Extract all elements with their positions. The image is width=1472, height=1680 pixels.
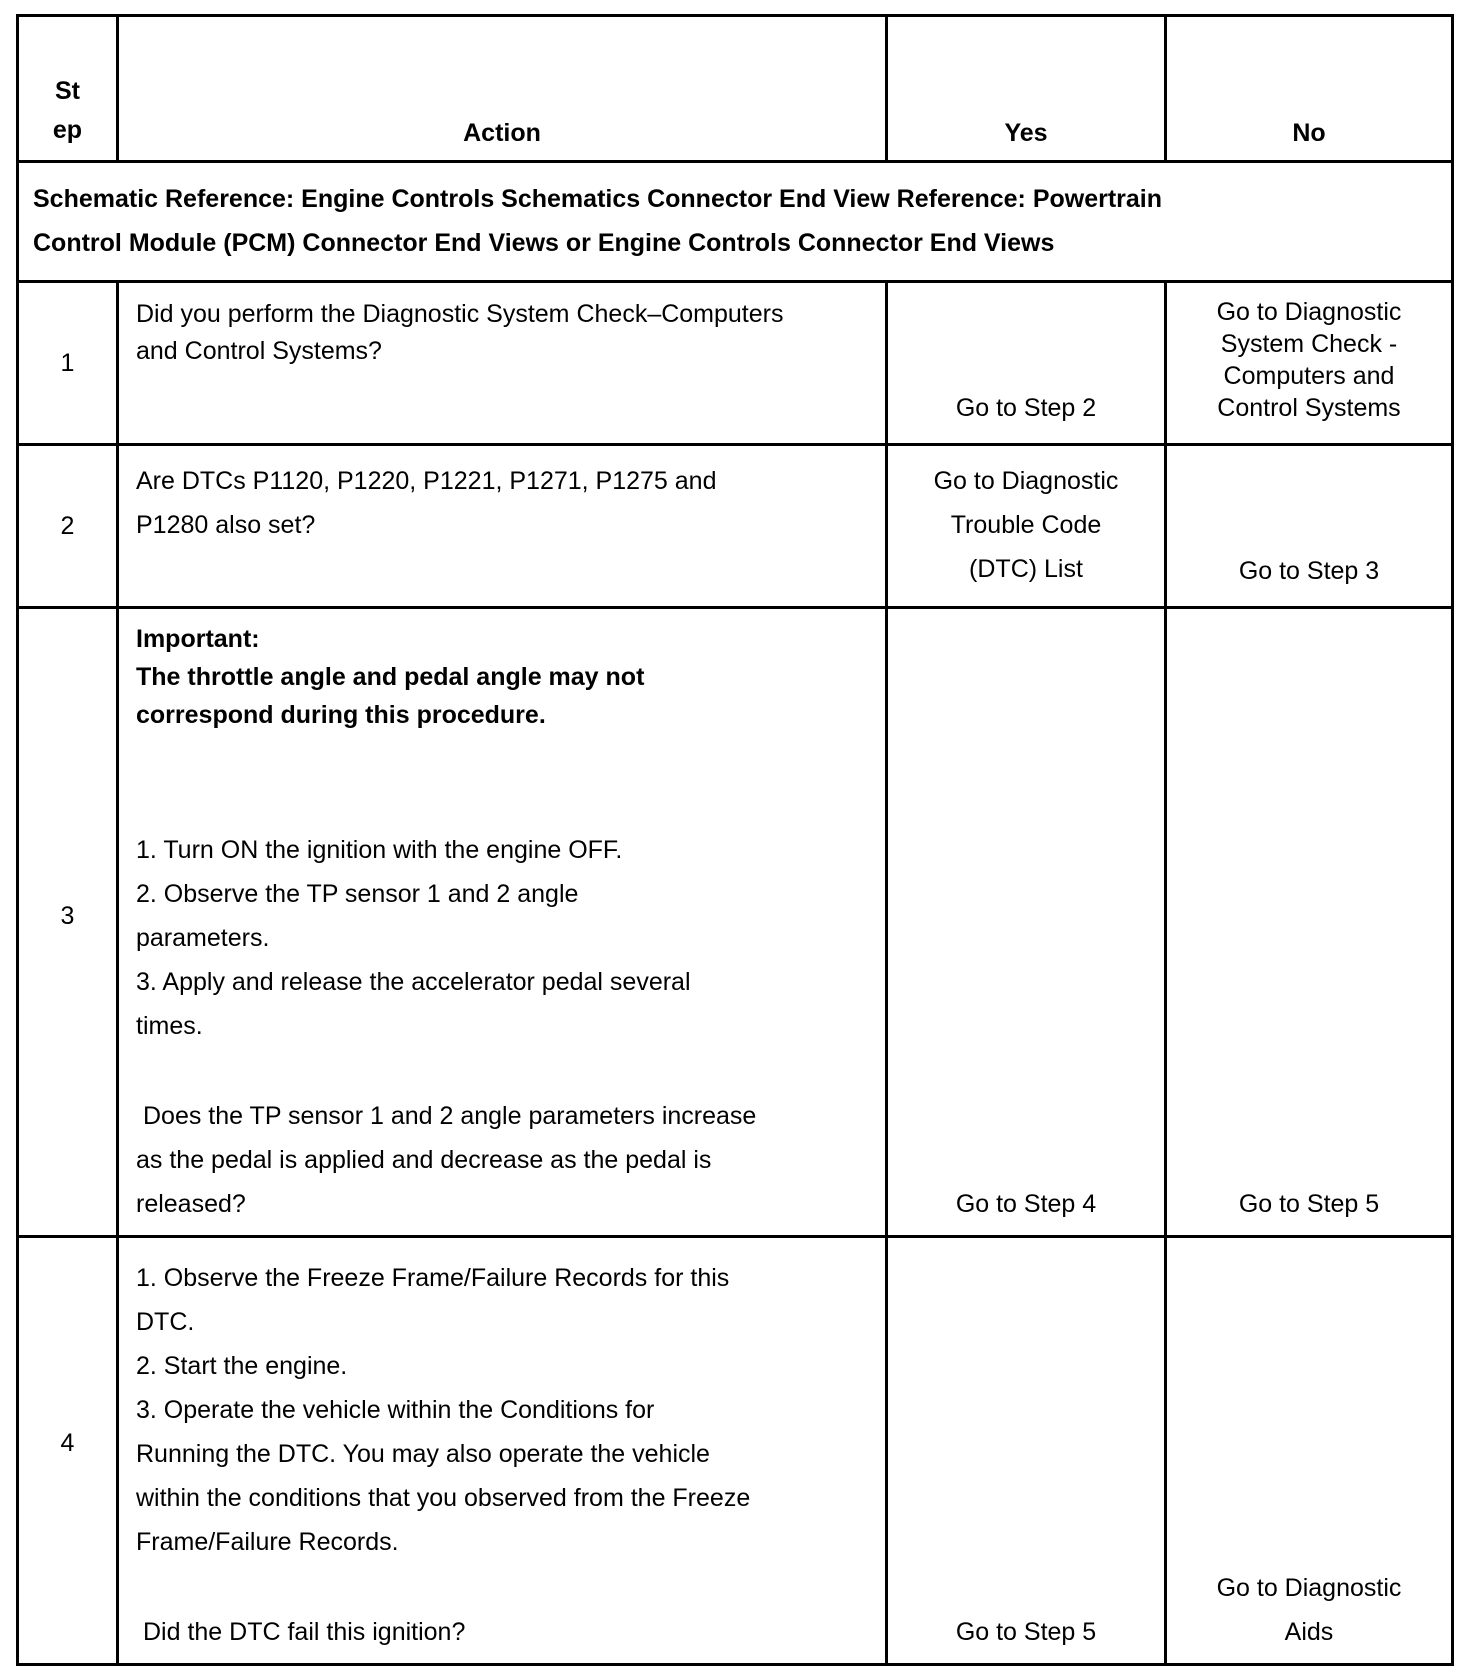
col-divider-yes <box>1164 280 1167 1666</box>
row4-item1-line2: DTC. <box>136 1308 195 1336</box>
header-yes: Yes <box>1004 119 1048 147</box>
row4-item3-line1: 3. Operate the vehicle within the Conditions for <box>136 1396 655 1424</box>
header-no: No <box>1292 119 1326 147</box>
row1-yes: Go to Step 2 <box>955 394 1097 422</box>
row2-action-line2: P1280 also set? <box>136 511 316 539</box>
row4-item2: 2. Start the engine. <box>136 1352 348 1380</box>
row2-yes-line3: (DTC) List <box>969 555 1083 583</box>
table-border-right <box>1451 14 1454 1666</box>
row4-no-line1: Go to Diagnostic <box>1216 1574 1402 1602</box>
row2-no: Go to Step 3 <box>1238 557 1380 585</box>
row1-no-line4: Control Systems <box>1217 394 1401 422</box>
reference-divider <box>16 280 1454 283</box>
row2-divider <box>16 606 1454 609</box>
row2-step: 2 <box>60 512 75 540</box>
header-step <box>19 72 116 150</box>
row3-important-label: Important: <box>136 625 260 653</box>
row3-item2-line2: parameters. <box>136 924 270 952</box>
row1-step: 1 <box>60 349 75 377</box>
col-divider-step <box>116 280 119 1666</box>
row4-no <box>1167 1566 1451 1654</box>
reference-line2: Control Module (PCM) Connector End Views or Engine Controls Connector End Views <box>33 229 1055 257</box>
row3-question-line1: Does the TP sensor 1 and 2 angle parameters increase <box>143 1102 757 1130</box>
row2-action-line1: Are DTCs P1120, P1220, P1221, P1271, P1275 and <box>136 467 717 495</box>
row1-action <box>136 296 784 370</box>
row3-yes: Go to Step 4 <box>955 1190 1097 1218</box>
row4-yes: Go to Step 5 <box>955 1618 1097 1646</box>
reference-line1: Schematic Reference: Engine Controls Schematics Connector End View Reference: Powertrain <box>33 185 1163 213</box>
row3-important-line2: correspond during this procedure. <box>136 701 546 729</box>
row3-divider <box>16 1235 1454 1238</box>
row3-step: 3 <box>60 902 75 930</box>
table-border-left <box>16 14 19 1666</box>
row1-divider <box>16 443 1454 446</box>
row3-item3-line2: times. <box>136 1012 203 1040</box>
row3-important <box>136 620 644 734</box>
row3-item1: 1. Turn ON the ignition with the engine OFF. <box>136 836 623 864</box>
row2-action <box>136 459 717 547</box>
header-divider <box>16 160 1454 163</box>
table-border-top <box>16 14 1454 17</box>
row3-question <box>136 1094 756 1226</box>
row1-no-line2: System Check - <box>1220 330 1398 358</box>
row1-no <box>1167 296 1451 424</box>
row1-no-line3: Computers and <box>1223 362 1395 390</box>
row4-item3-line3: within the conditions that you observed from the Freeze <box>136 1484 751 1512</box>
row4-steps-list <box>136 1256 750 1564</box>
row4-question: Did the DTC fail this ignition? <box>143 1618 466 1646</box>
row3-question-line3: released? <box>136 1190 246 1218</box>
row3-item3-line1: 3. Apply and release the accelerator pedal several <box>136 968 691 996</box>
row3-important-line1: The throttle angle and pedal angle may not <box>136 663 645 691</box>
row4-step: 4 <box>60 1429 75 1457</box>
row2-yes-line1: Go to Diagnostic <box>933 467 1119 495</box>
row3-steps-list <box>136 828 691 1048</box>
row3-question-line2: as the pedal is applied and decrease as the pedal is <box>136 1146 712 1174</box>
row4-item1-line1: 1. Observe the Freeze Frame/Failure Records for this <box>136 1264 730 1292</box>
table-border-bottom <box>16 1663 1454 1666</box>
diagnostic-table <box>16 14 1454 1666</box>
header-step-line2: ep <box>52 116 83 144</box>
row1-no-line1: Go to Diagnostic <box>1216 298 1402 326</box>
row4-no-line2: Aids <box>1284 1618 1334 1646</box>
row2-yes-line2: Trouble Code <box>950 511 1102 539</box>
row4-item3-line4: Frame/Failure Records. <box>136 1528 399 1556</box>
row3-item2-line1: 2. Observe the TP sensor 1 and 2 angle <box>136 880 579 908</box>
row3-no: Go to Step 5 <box>1238 1190 1380 1218</box>
header-step-line1: St <box>55 77 80 105</box>
row1-action-line2: and Control Systems? <box>136 337 382 365</box>
row1-action-line1: Did you perform the Diagnostic System Check–Computers <box>136 300 784 328</box>
schematic-reference <box>33 177 1162 265</box>
header-action: Action <box>463 119 541 147</box>
row2-yes <box>888 459 1164 591</box>
row4-item3-line2: Running the DTC. You may also operate the vehicle <box>136 1440 710 1468</box>
